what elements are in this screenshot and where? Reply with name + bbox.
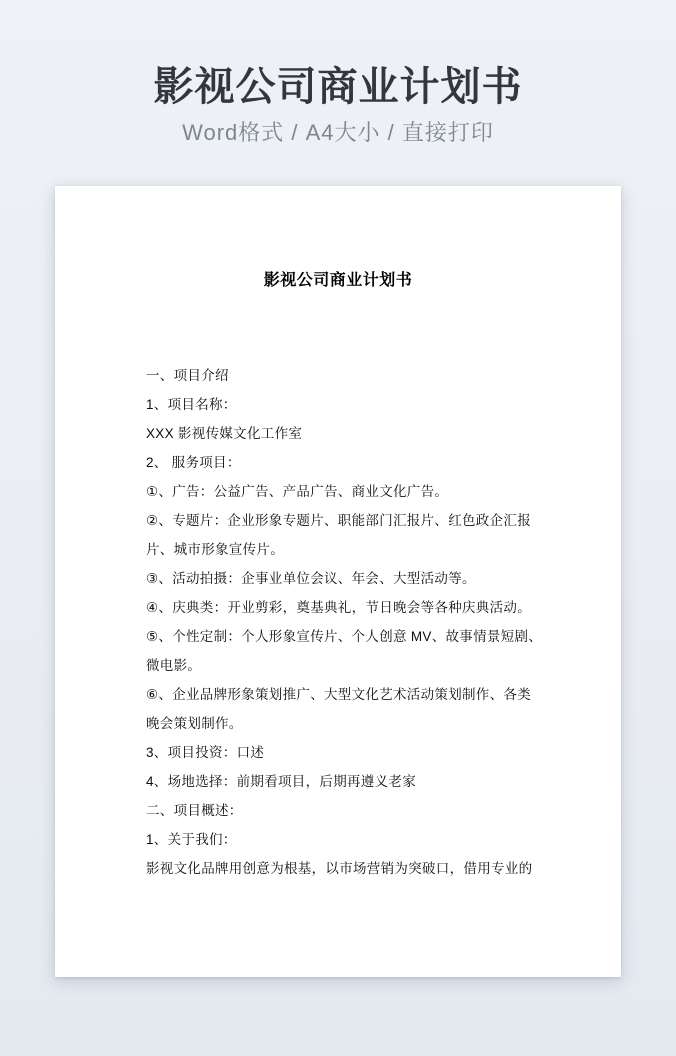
document-line: 1、关于我们： (146, 832, 237, 847)
document-title: 影视公司商业计划书 (263, 272, 413, 289)
document-line: 片、城市形象宣传片。 (146, 542, 284, 557)
document-page-preview (55, 186, 621, 977)
document-line: 一、项目介绍 (146, 368, 229, 383)
document-line: ①、广告：公益广告、产品广告、商业文化广告。 (146, 484, 449, 499)
document-line: 1、项目名称： (146, 397, 237, 412)
document-line: ④、庆典类：开业剪彩，奠基典礼，节日晚会等各种庆典活动。 (146, 600, 532, 615)
document-line: 2、 服务项目： (146, 455, 241, 470)
page-title: 影视公司商业计划书 (153, 65, 523, 109)
document-line: ⑥、企业品牌形象策划推广、大型文化艺术活动策划制作、各类 (146, 687, 532, 702)
document-line: 影视文化品牌用创意为根基，以市场营销为突破口，借用专业的 (146, 861, 533, 876)
page-subtitle: Word格式 / A4大小 / 直接打印 (182, 120, 494, 145)
document-line: ②、专题片：企业形象专题片、职能部门汇报片、红色政企汇报 (146, 513, 532, 528)
document-line: 4、场地选择：前期看项目，后期再遵义老家 (146, 774, 417, 789)
document-line: 微电影。 (146, 658, 202, 673)
document-line: 晚会策划制作。 (146, 716, 243, 731)
document-line: ③、活动拍摄：企事业单位会议、年会、大型活动等。 (146, 571, 476, 586)
document-line: 3、项目投资：口述 (146, 745, 265, 760)
document-body (55, 361, 621, 883)
header (0, 0, 676, 146)
document-line: 二、项目概述： (146, 803, 243, 818)
document-line: ⑤、个性定制：个人形象宣传片、个人创意 MV、故事情景短剧、 (146, 629, 543, 644)
document-line: XXX 影视传媒文化工作室 (146, 426, 303, 441)
